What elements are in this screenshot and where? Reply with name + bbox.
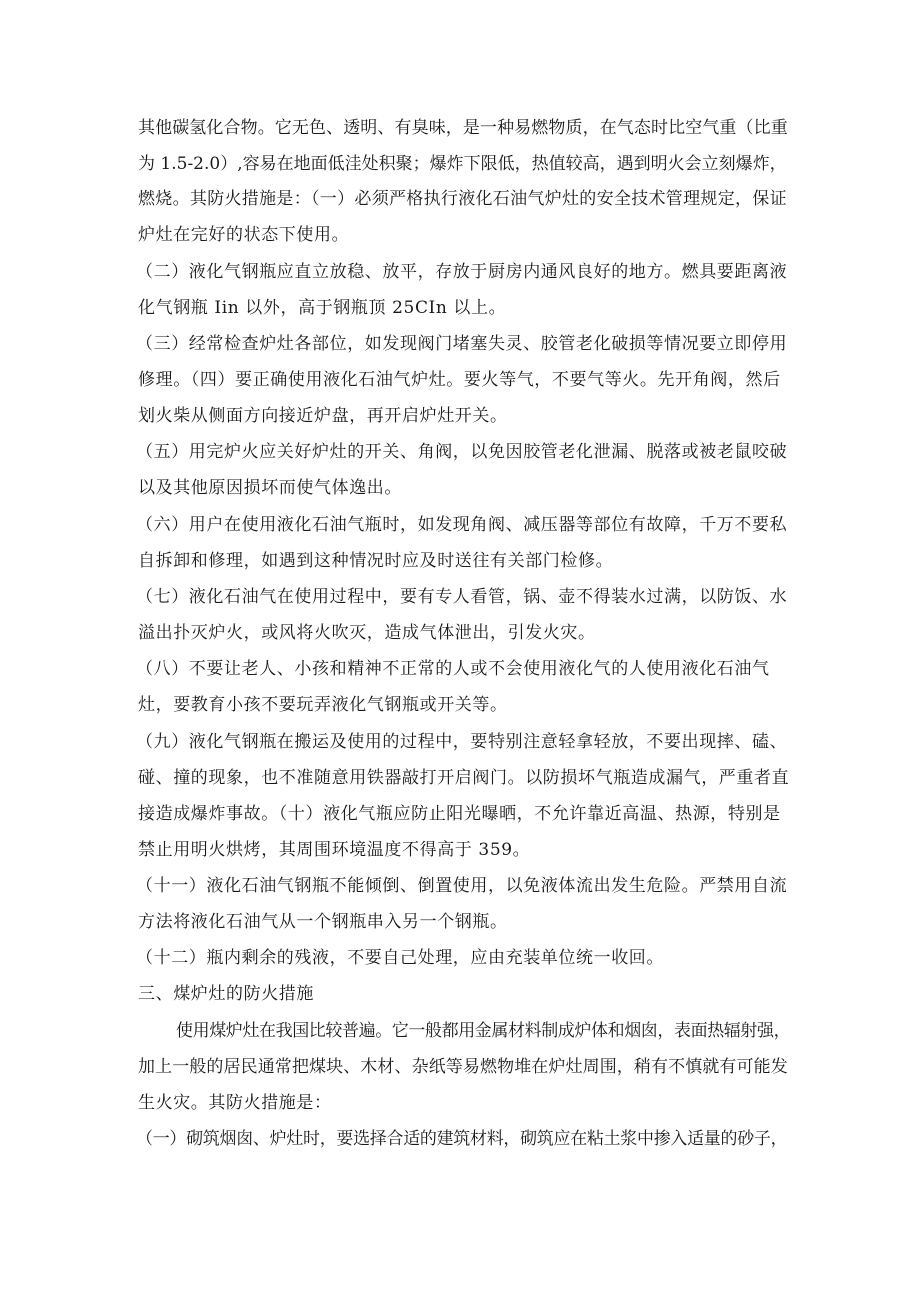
text-line: 使用煤炉灶在我国比较普遍。它一般都用金属材料制成炉体和烟囱，表面热辐射强， [176,1021,791,1041]
text-line: 灶，要教育小孩不要玩弄液化气钢瓶或开关等。 [138,695,508,715]
text-line: （十一）液化石油气钢瓶不能倾倒、倒置使用，以免液体流出发生危险。严禁用自流 [136,876,788,896]
text-line: （二）液化气钢瓶应直立放稳、放平，存放于厨房内通风良好的地方。燃具要距离液 [136,262,788,282]
text-line: 划火柴从侧面方向接近炉盘，再开启炉灶开关。 [138,406,508,426]
text-line: （三）经常检查炉灶各部位，如发现阀门堵塞失灵、胶管老化破损等情况要立即停用 [136,334,788,354]
text-line: 以及其他原因损坏而使气体逸出。 [138,478,402,498]
text-line: （五）用完炉火应关好炉灶的开关、角阀，以免因胶管老化泄漏、脱落或被老鼠咬破 [136,442,788,462]
text-line: （七）液化石油气在使用过程中，要有专人看管，锅、壶不得装水过满，以防饭、水 [136,587,788,607]
text-line: 其他碳氢化合物。它无色、透明、有臭味，是一种易燃物质，在气态时比空气重（比重 [138,118,788,138]
text-line: 化气钢瓶 Iin 以外，高于钢瓶顶 25CIn 以上。 [138,298,507,318]
text-line: 溢出扑灭炉火，或风将火吹灭，造成气体泄出，引发火灾。 [138,623,596,643]
text-line: 为 1.5-2.0）,容易在地面低洼处积聚；爆炸下限低，热值较高，遇到明火会立刻爆炸， [138,154,787,174]
text-line: 自拆卸和修理，如遇到这种情况时应及时送往有关部门检修。 [138,551,614,571]
text-line: 禁止用明火烘烤，其周围环境温度不得高于 359。 [138,840,531,860]
text-line: 炉灶在完好的状态下使用。 [138,225,350,245]
text-line: 碰、撞的现象，也不准随意用铁器敲打开启阀门。以防损坏气瓶造成漏气，严重者直 [138,768,790,788]
text-line: （八）不要让老人、小孩和精神不正常的人或不会使用液化气的人使用液化石油气 [136,659,770,679]
text-line: （一）砌筑烟囱、炉灶时，要选择合适的建筑材料，砌筑应在粘土浆中掺入适量的砂子， [136,1129,788,1149]
text-line: 生火灾。其防火措施是： [138,1093,332,1113]
section-heading: 三、煤炉灶的防火措施 [138,984,314,1004]
text-line: （十二）瓶内剩余的残液，不要自己处理，应由充装单位统一收回。 [136,948,664,968]
text-line: 加上一般的居民通常把煤块、木材、杂纸等易燃物堆在炉灶周围，稍有不慎就有可能发 [138,1057,788,1077]
text-line: 修理。（四）要正确使用液化石油气炉灶。要火等气，不要气等火。先开角阀，然后 [138,370,781,390]
text-line: 燃烧。其防火措施是：（一）必须严格执行液化石油气炉灶的安全技术管理规定，保证 [138,189,787,209]
text-line: 方法将液化石油气从一个钢瓶串入另一个钢瓶。 [138,912,508,932]
text-line: （六）用户在使用液化石油气瓶时，如发现角阀、减压器等部位有故障，千万不要私 [136,515,788,535]
text-line: 接造成爆炸事故。（十）液化气瓶应防止阳光曝晒，不允许靠近高温、热源，特别是 [138,804,781,824]
text-line: （九）液化气钢瓶在搬运及使用的过程中，要特别注意轻拿轻放，不要出现摔、磕、 [136,732,788,752]
